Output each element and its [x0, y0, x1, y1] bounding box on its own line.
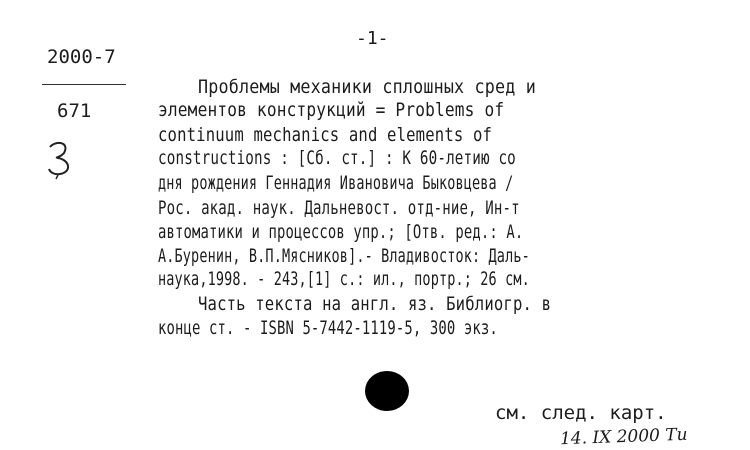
handwritten-note: 14. IX 2000 Tu: [559, 424, 688, 450]
body-line: автоматики и процессов упр.; [Отв. ред.: А.: [158, 221, 524, 243]
body-line: конце ст. - ISBN 5-7442-1119-5, 300 экз.: [158, 317, 498, 339]
body-line: наука,1998. - 243,[1] с.: ил., портр.; 26 см.: [158, 268, 530, 290]
catalog-number: 671: [57, 100, 92, 122]
body-line: элементов конструкций = Problems of: [158, 99, 505, 121]
page-number: -1-: [356, 28, 389, 49]
punch-hole: [365, 371, 409, 411]
body-line: А.Буренин, В.П.Мясников].- Владивосток: Даль-: [158, 245, 530, 267]
body-line: Часть текста на англ. яз. Библиогр. в: [198, 293, 552, 315]
body-line: Проблемы механики сплошных сред и: [198, 76, 537, 98]
body-line: дня рождения Геннадия Ивановича Быковцева /: [158, 172, 514, 194]
body-line: continuum mechanics and elements of: [158, 124, 493, 146]
body-line: Рос. акад. наук. Дальневост. отд-ние, Ин-т: [158, 197, 520, 219]
divider-rule: [42, 84, 126, 85]
see-next-card: см. след. карт.: [495, 402, 667, 424]
shelf-code: 2000-7: [47, 46, 116, 68]
body-line: constructions : [Сб. ст.] : К 60-летию со: [158, 147, 516, 169]
handwritten-mark-icon: [44, 138, 78, 184]
